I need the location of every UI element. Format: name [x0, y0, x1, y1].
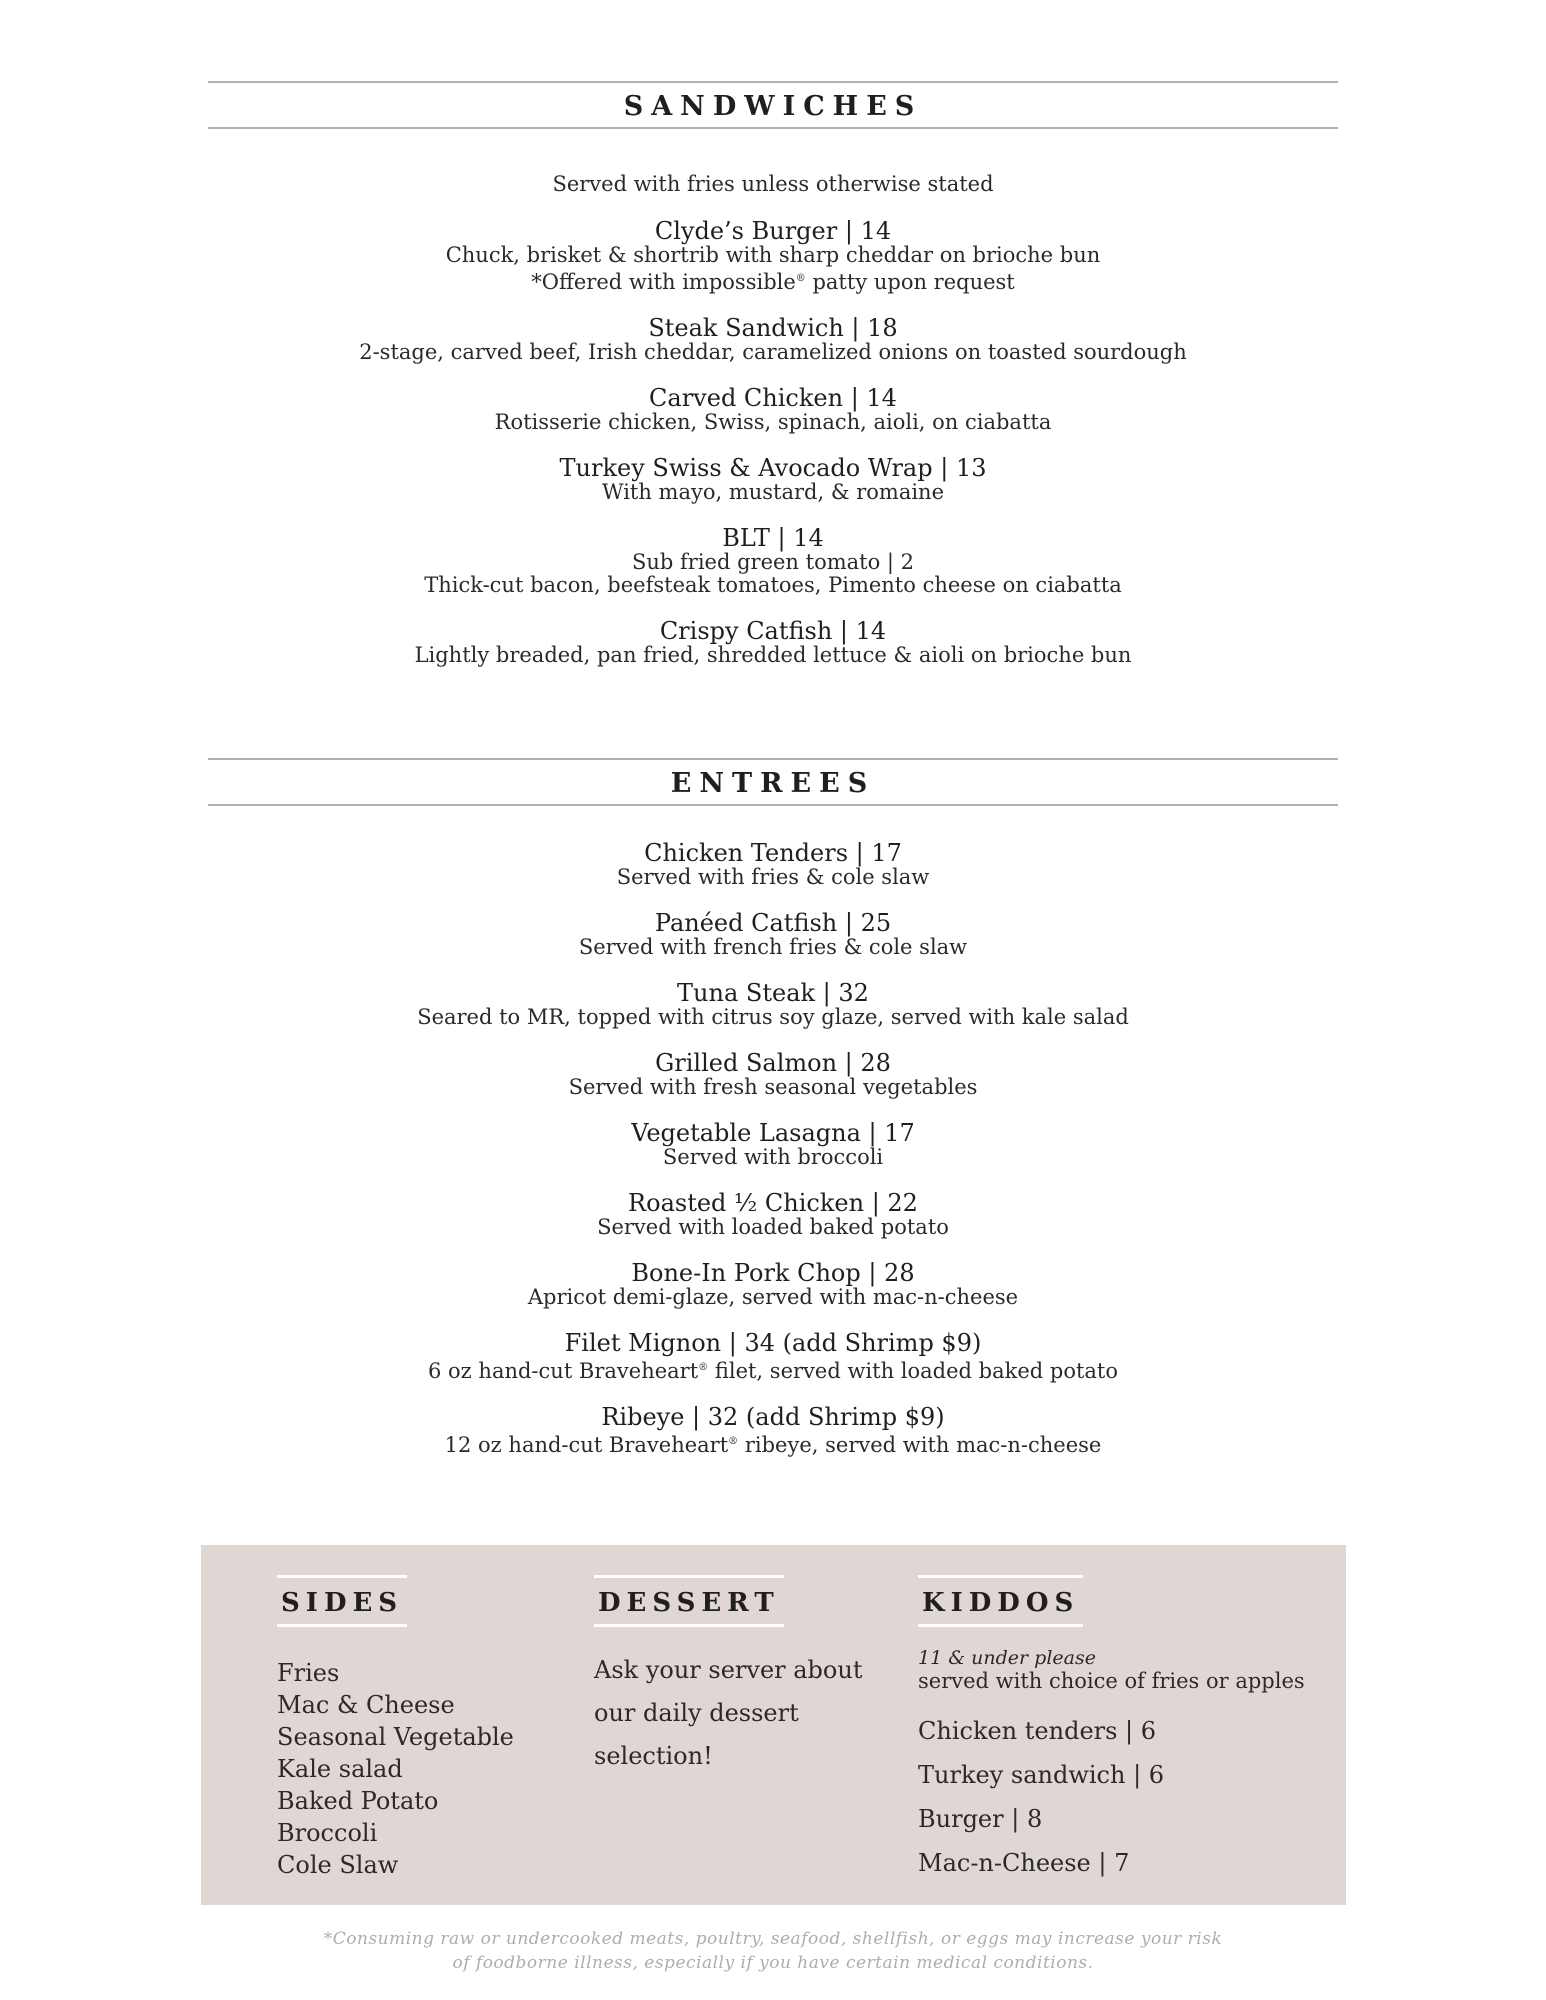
item-description: Seared to MR, topped with citrus soy glaze, served with kale salad	[417, 1005, 1129, 1029]
dessert-text	[594, 1649, 884, 1778]
top-rule	[208, 758, 1338, 760]
top-rule	[208, 81, 1338, 83]
disclaimer-line: *Consuming raw or undercooked meats, poultry, seafood, shellfish, or eggs may increase your risk	[323, 1929, 1223, 1949]
dessert-column	[594, 1575, 884, 1778]
menu-item	[208, 1190, 1338, 1239]
item-description: Rotisserie chicken, Swiss, spinach, aioli, on ciabatta	[494, 410, 1052, 434]
item-description: Served with loaded baked potato	[597, 1215, 949, 1239]
menu-item	[208, 1260, 1338, 1309]
dessert-line: our daily dessert	[594, 1699, 799, 1727]
item-description: Served with fresh seasonal vegetables	[568, 1075, 978, 1099]
entrees-title: ENTREES	[670, 768, 876, 799]
menu-item	[208, 1404, 1338, 1457]
dessert-title: DESSERT	[594, 1575, 784, 1627]
menu-item	[208, 618, 1338, 667]
list-item: Broccoli	[277, 1819, 378, 1847]
list-item: Baked Potato	[277, 1787, 439, 1815]
item-description: 2-stage, carved beef, Irish cheddar, caramelized onions on toasted sourdough	[359, 340, 1187, 364]
sandwiches-title: SANDWICHES	[623, 91, 923, 122]
menu-item	[208, 980, 1338, 1029]
item-name: Panéed Catfish | 25	[654, 909, 892, 937]
menu-item	[208, 1050, 1338, 1099]
kiddos-column	[918, 1575, 1305, 1885]
sandwiches-list	[208, 172, 1338, 688]
item-description: Thick-cut bacon, beefsteak tomatoes, Pimento cheese on ciabatta	[424, 573, 1122, 597]
dessert-line: selection!	[594, 1742, 713, 1770]
item-description: Served with broccoli	[662, 1145, 884, 1169]
item-name: Filet Mignon | 34 (add Shrimp $9)	[564, 1329, 982, 1357]
item-name: Ribeye | 32 (add Shrimp $9)	[601, 1403, 945, 1431]
item-description: Served with fries & cole slaw	[616, 865, 930, 889]
disclaimer-line: of foodborne illness, especially if you have certain medical conditions.	[452, 1953, 1094, 1973]
item-name: Vegetable Lasagna | 17	[631, 1119, 915, 1147]
item-description: Served with french fries & cole slaw	[578, 935, 968, 959]
item-description: Sub fried green tomato | 2	[631, 550, 915, 574]
entrees-list	[208, 840, 1338, 1478]
item-name: Turkey Swiss & Avocado Wrap | 13	[559, 454, 987, 482]
sides-title: SIDES	[277, 1575, 407, 1627]
sandwiches-note: Served with fries unless otherwise stated	[552, 172, 994, 196]
bottom-rule	[208, 804, 1338, 806]
item-name: Chicken Tenders | 17	[644, 839, 902, 867]
item-description: 12 oz hand-cut Braveheart® ribeye, served with mac-n-cheese	[444, 1433, 1102, 1457]
item-name: Bone-In Pork Chop | 28	[631, 1259, 915, 1287]
menu-item	[208, 218, 1338, 294]
list-item: Kale salad	[277, 1755, 403, 1783]
bottom-panel	[201, 1545, 1346, 1905]
menu-item	[208, 525, 1338, 597]
bottom-rule	[208, 127, 1338, 129]
list-item: Fries	[277, 1659, 340, 1687]
item-name: Carved Chicken | 14	[649, 384, 897, 412]
list-item: Mac & Cheese	[277, 1691, 455, 1719]
menu-item	[208, 1330, 1338, 1383]
item-name: Clyde’s Burger | 14	[654, 217, 892, 245]
sides-column	[277, 1575, 514, 1881]
kiddos-side-note: served with choice of fries or apples	[918, 1669, 1305, 1693]
dessert-line: Ask your server about	[594, 1656, 863, 1684]
kiddos-title: KIDDOS	[918, 1575, 1083, 1627]
menu-item	[208, 910, 1338, 959]
list-item: Mac-n-Cheese | 7	[918, 1849, 1130, 1877]
item-description: *Offered with impossible® patty upon request	[531, 270, 1015, 294]
kiddos-age-note: 11 & under please	[918, 1647, 1096, 1669]
item-description: Chuck, brisket & shortrib with sharp cheddar on brioche bun	[445, 243, 1101, 267]
list-item: Turkey sandwich | 6	[918, 1761, 1165, 1789]
item-name: Crispy Catfish | 14	[659, 617, 887, 645]
item-description: Apricot demi-glaze, served with mac-n-cheese	[527, 1285, 1019, 1309]
item-name: Steak Sandwich | 18	[648, 314, 898, 342]
menu-item	[208, 1120, 1338, 1169]
list-item: Burger | 8	[918, 1805, 1043, 1833]
menu-item	[208, 315, 1338, 364]
list-item: Cole Slaw	[277, 1851, 399, 1879]
list-item: Chicken tenders | 6	[918, 1717, 1157, 1745]
list-item: Seasonal Vegetable	[277, 1723, 514, 1751]
kiddos-list	[918, 1709, 1305, 1885]
item-name: Tuna Steak | 32	[677, 979, 869, 1007]
menu-item	[208, 455, 1338, 504]
menu-item	[208, 840, 1338, 889]
item-description: Lightly breaded, pan fried, shredded lettuce & aioli on brioche bun	[414, 643, 1132, 667]
item-name: Grilled Salmon | 28	[655, 1049, 891, 1077]
item-description: 6 oz hand-cut Braveheart® filet, served with loaded baked potato	[428, 1359, 1118, 1383]
item-name: BLT | 14	[722, 524, 824, 552]
sides-list	[277, 1657, 514, 1881]
item-description: With mayo, mustard, & romaine	[601, 480, 945, 504]
item-name: Roasted ½ Chicken | 22	[628, 1189, 918, 1217]
food-safety-disclaimer	[208, 1927, 1338, 1975]
menu-item	[208, 385, 1338, 434]
